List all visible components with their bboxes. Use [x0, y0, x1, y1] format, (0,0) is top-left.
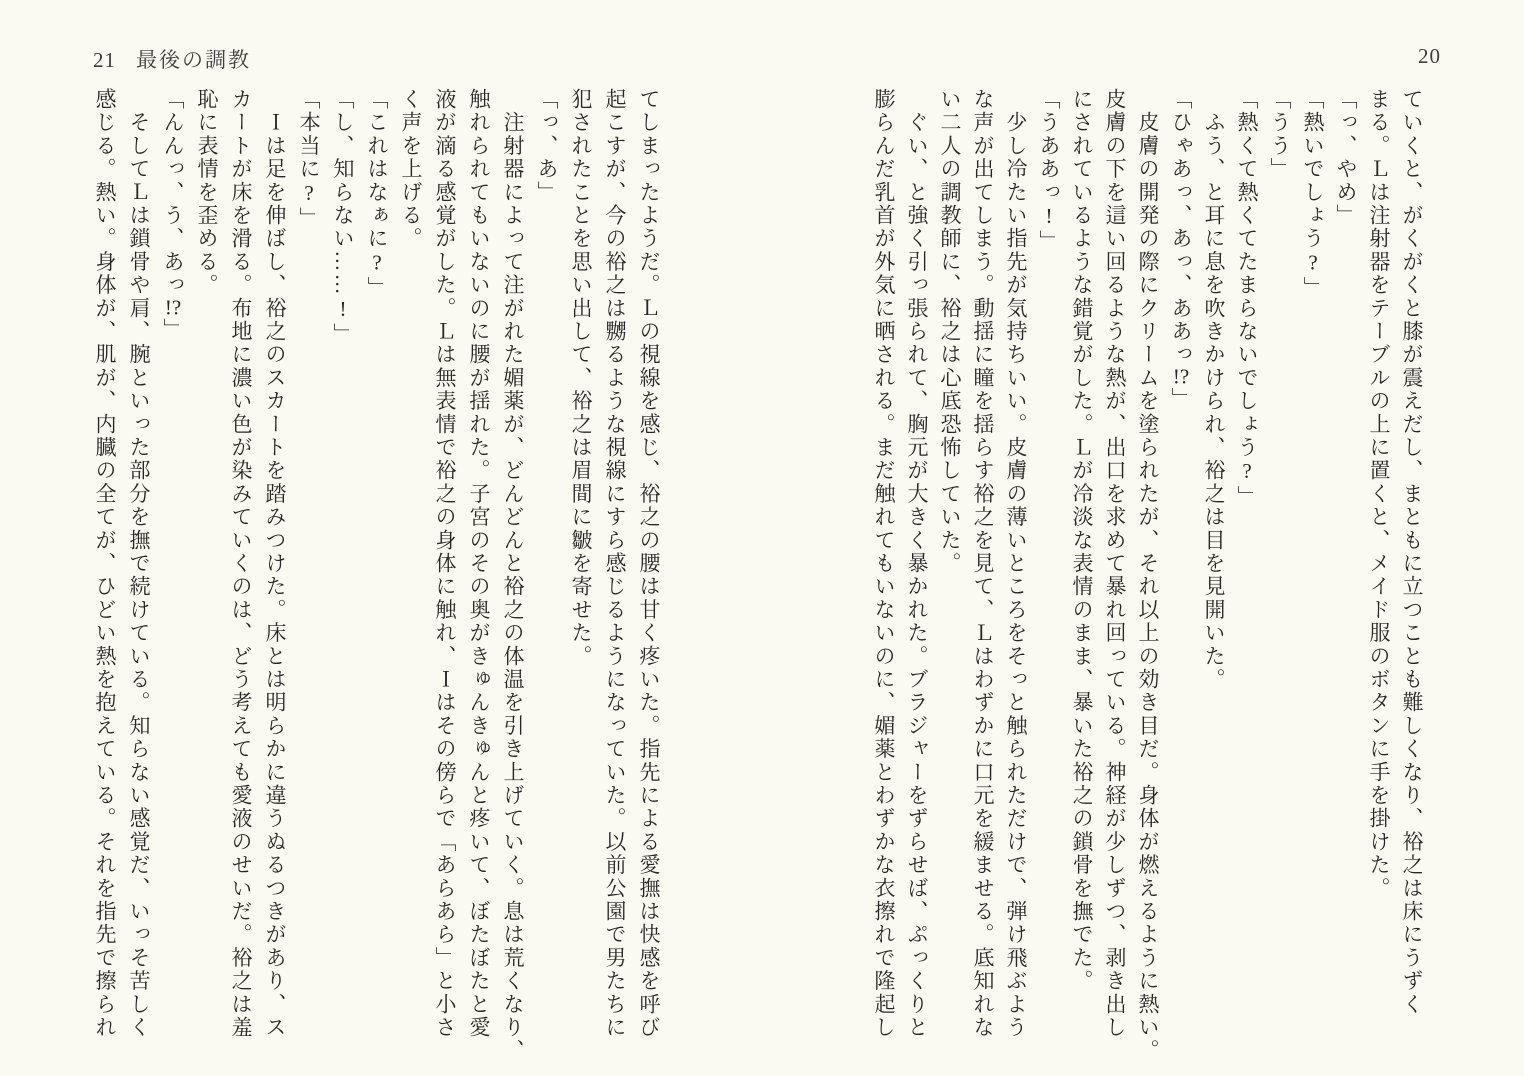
text-line: 「うう」 — [1268, 88, 1292, 181]
text-line: く声を上げる。 — [399, 88, 423, 251]
text-line: 「んんっ、う、あっ!?」 — [161, 88, 185, 342]
page-21-header — [93, 44, 251, 74]
page-number-20: 20 — [1418, 44, 1441, 68]
text-line: にされているような錯覚がした。Ｌが冷淡な表情のまま、暴いた裕之の鎖骨を撫でた。 — [1070, 88, 1094, 993]
text-line: ふう、と耳に息を吹きかけられ、裕之は目を見開いた。 — [1202, 88, 1226, 692]
page-21-text-block — [88, 88, 666, 1070]
text-line: てしまったようだ。Ｌの視線を感じ、裕之の腰は甘く疼いた。指先による愛撫は快感を呼び — [637, 88, 661, 1040]
text-line: 恥に表情を歪める。 — [195, 88, 219, 297]
text-line: 液が滴る感覚がした。Ｌは無表情で裕之の身体に触れ、Ｉはその傍らで「あらあら」と小さ — [433, 88, 457, 1040]
text-line: 「うああっ!」 — [1037, 88, 1061, 254]
text-line: 起こすが、今の裕之は嬲るような視線にすら感じるようになっていた。以前公園で男たちに — [603, 88, 627, 1040]
running-title: 最後の調教 — [136, 48, 251, 72]
text-line: 膨らんだ乳首が外気に晒される。まだ触れてもいないのに、媚薬とわずかな衣擦れで隆起し — [872, 88, 896, 1040]
text-line: 「本当に?」 — [297, 88, 321, 231]
text-line: 「っ、あ」 — [535, 88, 559, 204]
text-line: 「熱いでしょう?」 — [1301, 88, 1325, 300]
text-line: 触れられてもいないのに腰が揺れた。子宮のその奥がきゅんきゅんと疼いて、ぼたぼたと愛 — [467, 88, 491, 1040]
text-line: カートが床を滑る。布地に濃い色が染みていくのは、どう考えても愛液のせいだ。裕之は羞 — [229, 88, 253, 1040]
page-20-header — [1418, 44, 1441, 69]
text-line: い二人の調教師に、裕之は心底恐怖していた。 — [938, 88, 962, 576]
text-line: 「っ、やめ」 — [1334, 88, 1358, 228]
text-line: な声が出てしまう。動揺に瞳を揺らす裕之を見て、Ｌはわずかに口元を緩ませる。底知れな — [971, 88, 995, 1040]
text-line: 少し冷たい指先が気持ちいい。皮膚の薄いところをそっと触られただけで、弾け飛ぶよう — [1004, 88, 1028, 1040]
text-line: Ｉは足を伸ばし、裕之のスカートを踏みつけた。床とは明らかに違うぬるつきがあり、ス — [263, 88, 287, 1040]
text-line: ぐい、と強く引っ張られて、胸元が大きく暴かれた。ブラジャーをずらせば、ぷっくりと — [905, 88, 929, 1040]
page-20-text-block — [867, 88, 1428, 1070]
text-line: 「ひゃあっ、あっ、ああっ!?」 — [1169, 88, 1193, 411]
text-line: 注射器によって注がれた媚薬が、どんどんと裕之の体温を引き上げていく。息は荒くなり、 — [501, 88, 525, 1063]
text-line: 「これはなぁに?」 — [365, 88, 389, 300]
page-number-21: 21 — [93, 48, 116, 72]
text-line: 皮膚の下を這い回るような熱が、出口を求めて暴れ回っている。神経が少しずつ、剥き出し — [1103, 88, 1127, 1040]
text-line: まる。Ｌは注射器をテーブルの上に置くと、メイド服のボタンに手を掛けた。 — [1367, 88, 1391, 900]
text-line: ていくと、がくがくと膝が震えだし、まともに立つことも難しくなり、裕之は床にうずく — [1400, 88, 1424, 1016]
text-line: 「熱くて熱くてたまらないでしょう?」 — [1235, 88, 1259, 509]
text-line: 感じる。熱い。身体が、肌が、内臓の全てが、ひどい熱を抱えている。それを指先で擦られ — [93, 88, 117, 1040]
text-line: 皮膚の開発の際にクリームを塗られたが、それ以上の効き目だ。身体が燃えるように熱い。 — [1136, 88, 1160, 1063]
text-line: そしてＬは鎖骨や肩、腕といった部分を撫で続けている。知らない感覚だ、いっそ苦しく — [127, 88, 151, 1040]
page-20 — [762, 0, 1524, 1076]
text-line: 犯されたことを思い出して、裕之は眉間に皺を寄せた。 — [569, 88, 593, 668]
text-line: 「し、知らない……!」 — [331, 88, 355, 347]
